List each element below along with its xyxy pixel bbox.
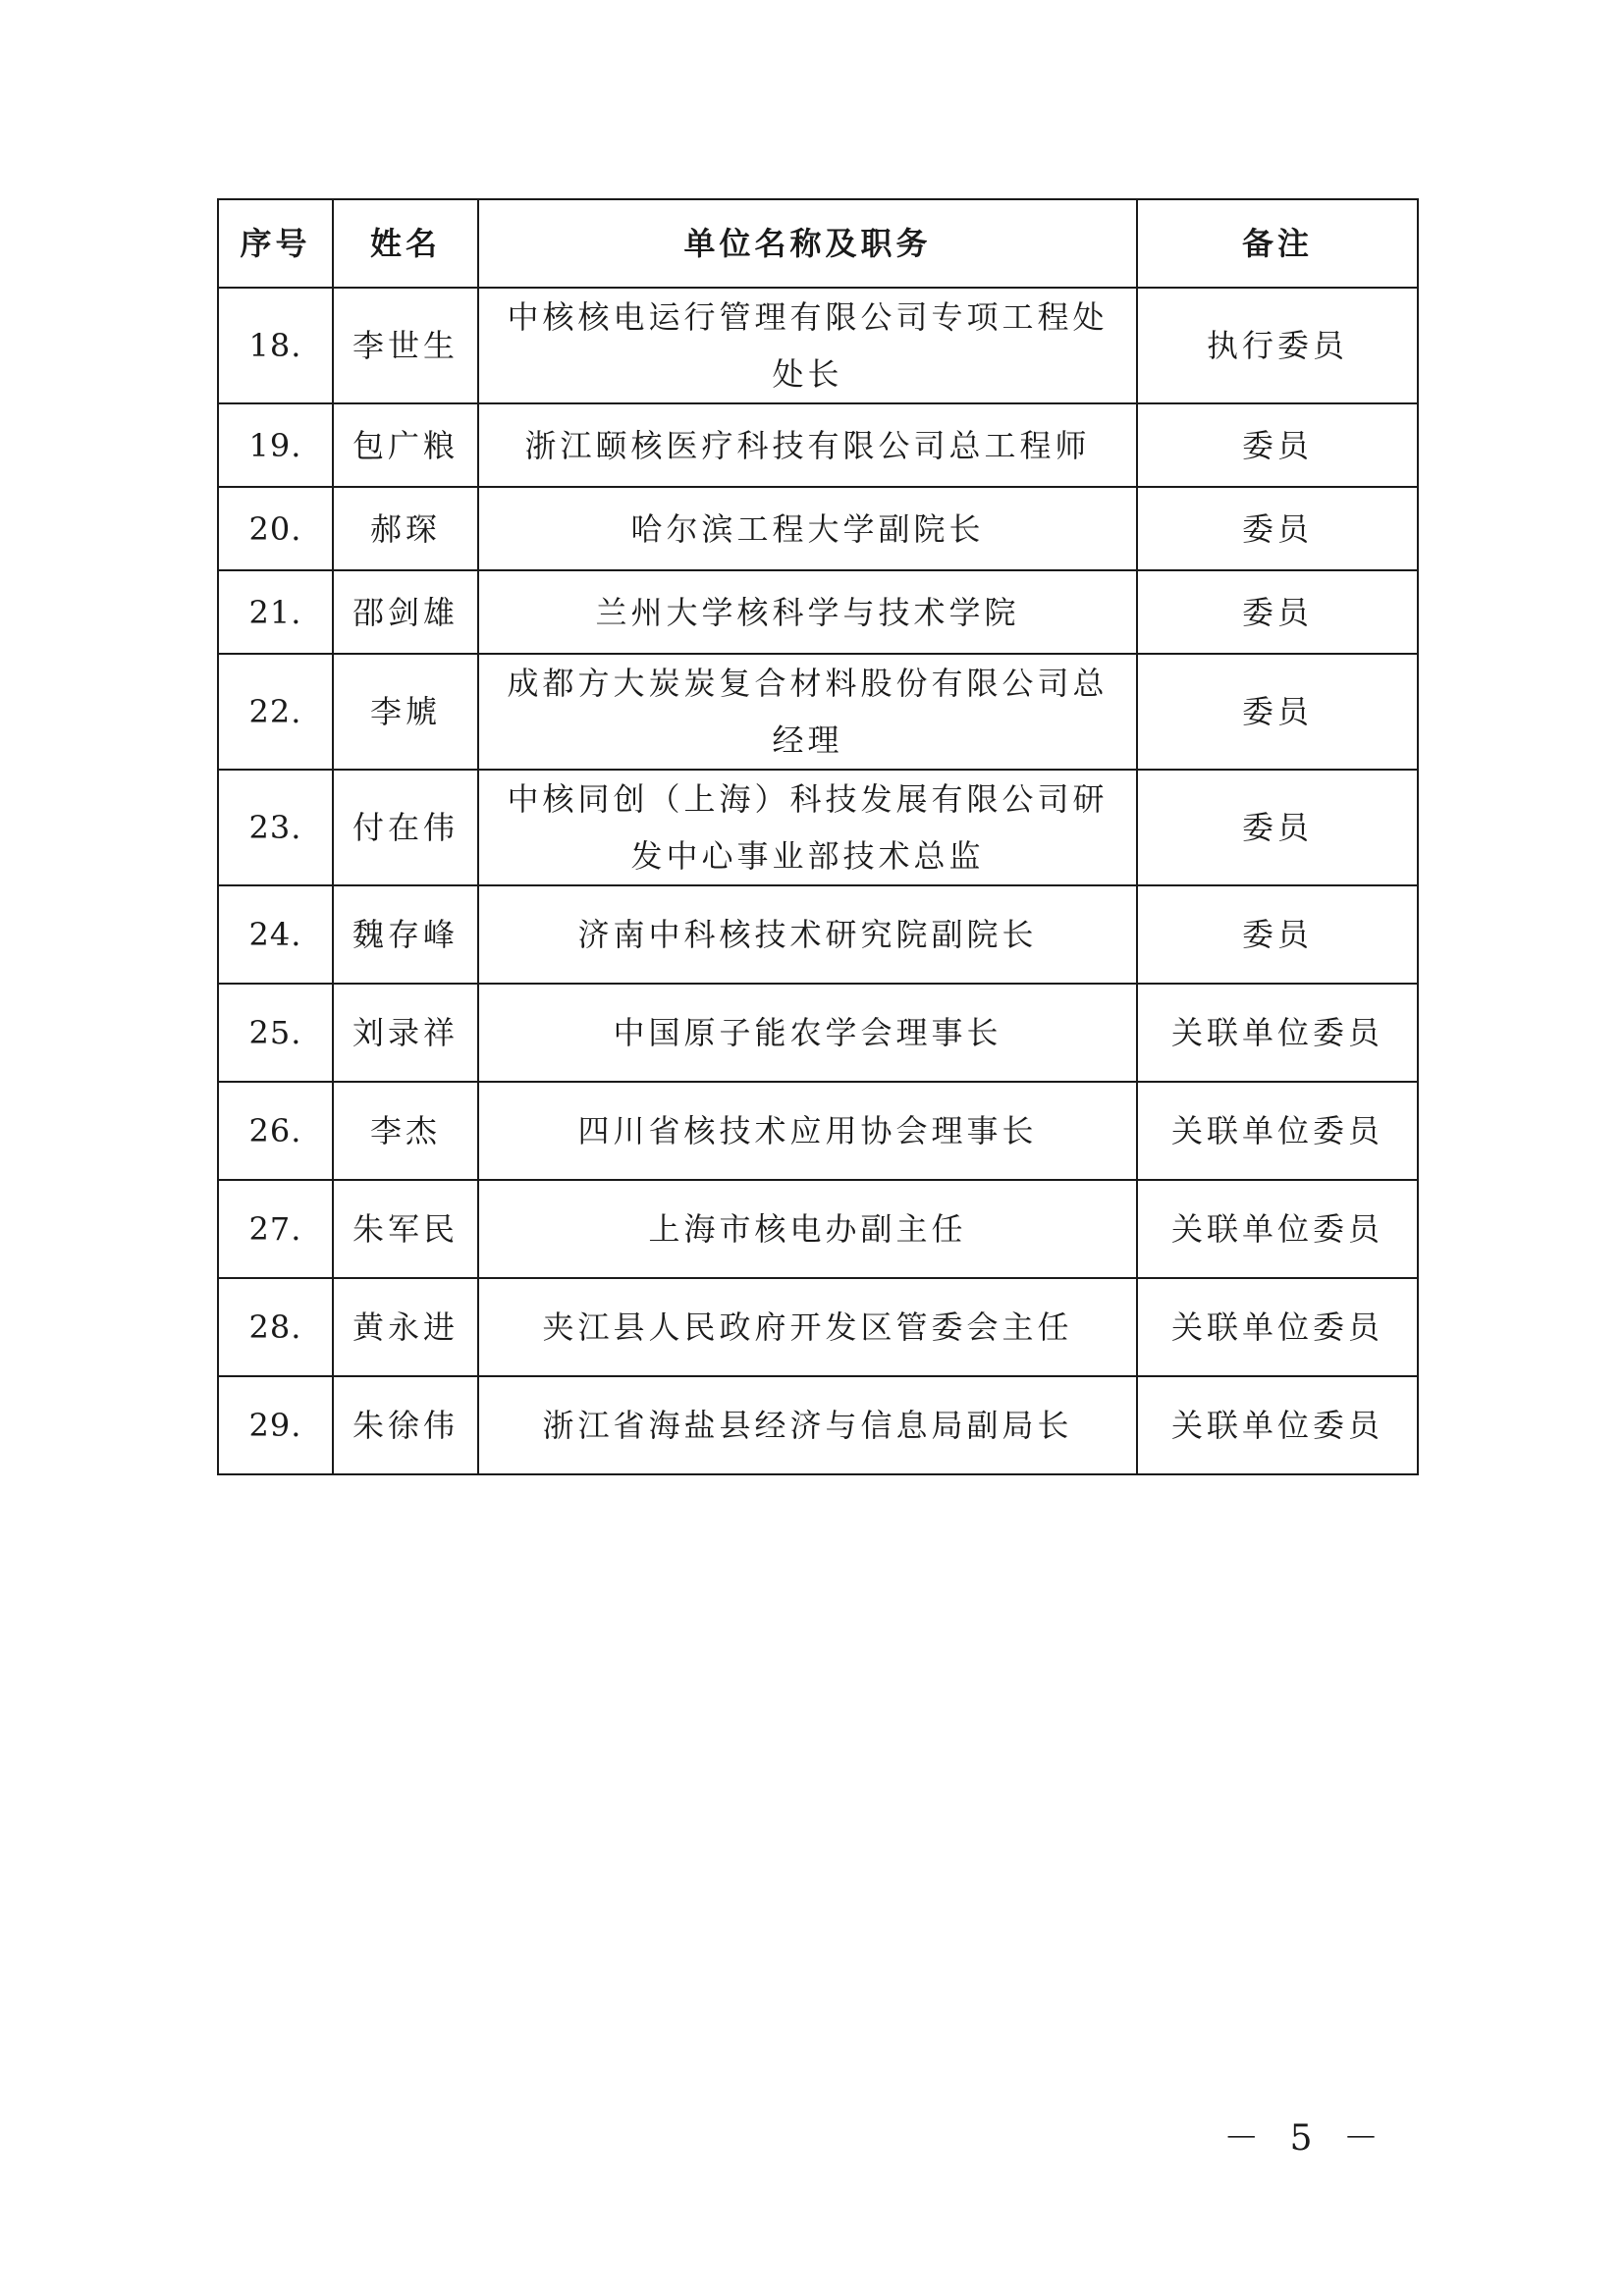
- cell-remark: 关联单位委员: [1137, 1082, 1418, 1180]
- cell-remark: 关联单位委员: [1137, 1278, 1418, 1376]
- table-row: [218, 288, 1418, 403]
- table-row: [218, 770, 1418, 885]
- table-row: [218, 984, 1418, 1082]
- cell-seq: 28.: [218, 1278, 333, 1376]
- cell-remark: 委员: [1137, 570, 1418, 654]
- cell-unit: 浙江省海盐县经济与信息局副局长: [478, 1376, 1137, 1474]
- table-row: [218, 654, 1418, 770]
- cell-seq: 26.: [218, 1082, 333, 1180]
- cell-name: 李世生: [333, 288, 478, 403]
- table-row: [218, 1180, 1418, 1278]
- cell-name: 刘录祥: [333, 984, 478, 1082]
- cell-seq: 21.: [218, 570, 333, 654]
- cell-name: 朱徐伟: [333, 1376, 478, 1474]
- cell-name: 郝琛: [333, 487, 478, 570]
- cell-seq: 25.: [218, 984, 333, 1082]
- table-row: [218, 1082, 1418, 1180]
- cell-unit: 中核核电运行管理有限公司专项工程处处长: [478, 288, 1137, 403]
- cell-remark: 执行委员: [1137, 288, 1418, 403]
- table-header-row: [218, 199, 1418, 288]
- cell-name: 包广粮: [333, 403, 478, 487]
- table-row: [218, 885, 1418, 984]
- cell-remark: 关联单位委员: [1137, 1180, 1418, 1278]
- cell-unit: 中国原子能农学会理事长: [478, 984, 1137, 1082]
- committee-roster-table: [217, 198, 1419, 1475]
- cell-unit: 中核同创（上海）科技发展有限公司研发中心事业部技术总监: [478, 770, 1137, 885]
- header-name: 姓名: [333, 199, 478, 288]
- cell-unit: 成都方大炭炭复合材料股份有限公司总经理: [478, 654, 1137, 770]
- cell-seq: 27.: [218, 1180, 333, 1278]
- page-number: － 5 －: [1223, 2118, 1388, 2159]
- cell-seq: 18.: [218, 288, 333, 403]
- cell-remark: 委员: [1137, 770, 1418, 885]
- cell-seq: 22.: [218, 654, 333, 770]
- cell-unit: 济南中科核技术研究院副院长: [478, 885, 1137, 984]
- cell-name: 黄永进: [333, 1278, 478, 1376]
- cell-unit: 夹江县人民政府开发区管委会主任: [478, 1278, 1137, 1376]
- cell-remark: 委员: [1137, 487, 1418, 570]
- cell-seq: 29.: [218, 1376, 333, 1474]
- table-row: [218, 403, 1418, 487]
- header-remark: 备注: [1137, 199, 1418, 288]
- header-seq: 序号: [218, 199, 333, 288]
- cell-unit: 哈尔滨工程大学副院长: [478, 487, 1137, 570]
- cell-unit: 浙江颐核医疗科技有限公司总工程师: [478, 403, 1137, 487]
- cell-name: 魏存峰: [333, 885, 478, 984]
- cell-remark: 关联单位委员: [1137, 984, 1418, 1082]
- cell-remark: 委员: [1137, 885, 1418, 984]
- table-row: [218, 1278, 1418, 1376]
- table-row: [218, 570, 1418, 654]
- cell-unit: 上海市核电办副主任: [478, 1180, 1137, 1278]
- cell-name: 李杰: [333, 1082, 478, 1180]
- cell-name: 朱军民: [333, 1180, 478, 1278]
- cell-remark: 关联单位委员: [1137, 1376, 1418, 1474]
- table-row: [218, 1376, 1418, 1474]
- cell-seq: 19.: [218, 403, 333, 487]
- cell-unit: 兰州大学核科学与技术学院: [478, 570, 1137, 654]
- cell-seq: 23.: [218, 770, 333, 885]
- header-unit: 单位名称及职务: [478, 199, 1137, 288]
- cell-seq: 24.: [218, 885, 333, 984]
- cell-remark: 委员: [1137, 654, 1418, 770]
- cell-remark: 委员: [1137, 403, 1418, 487]
- cell-name: 付在伟: [333, 770, 478, 885]
- cell-name: 李虓: [333, 654, 478, 770]
- cell-seq: 20.: [218, 487, 333, 570]
- cell-unit: 四川省核技术应用协会理事长: [478, 1082, 1137, 1180]
- table-row: [218, 487, 1418, 570]
- cell-name: 邵剑雄: [333, 570, 478, 654]
